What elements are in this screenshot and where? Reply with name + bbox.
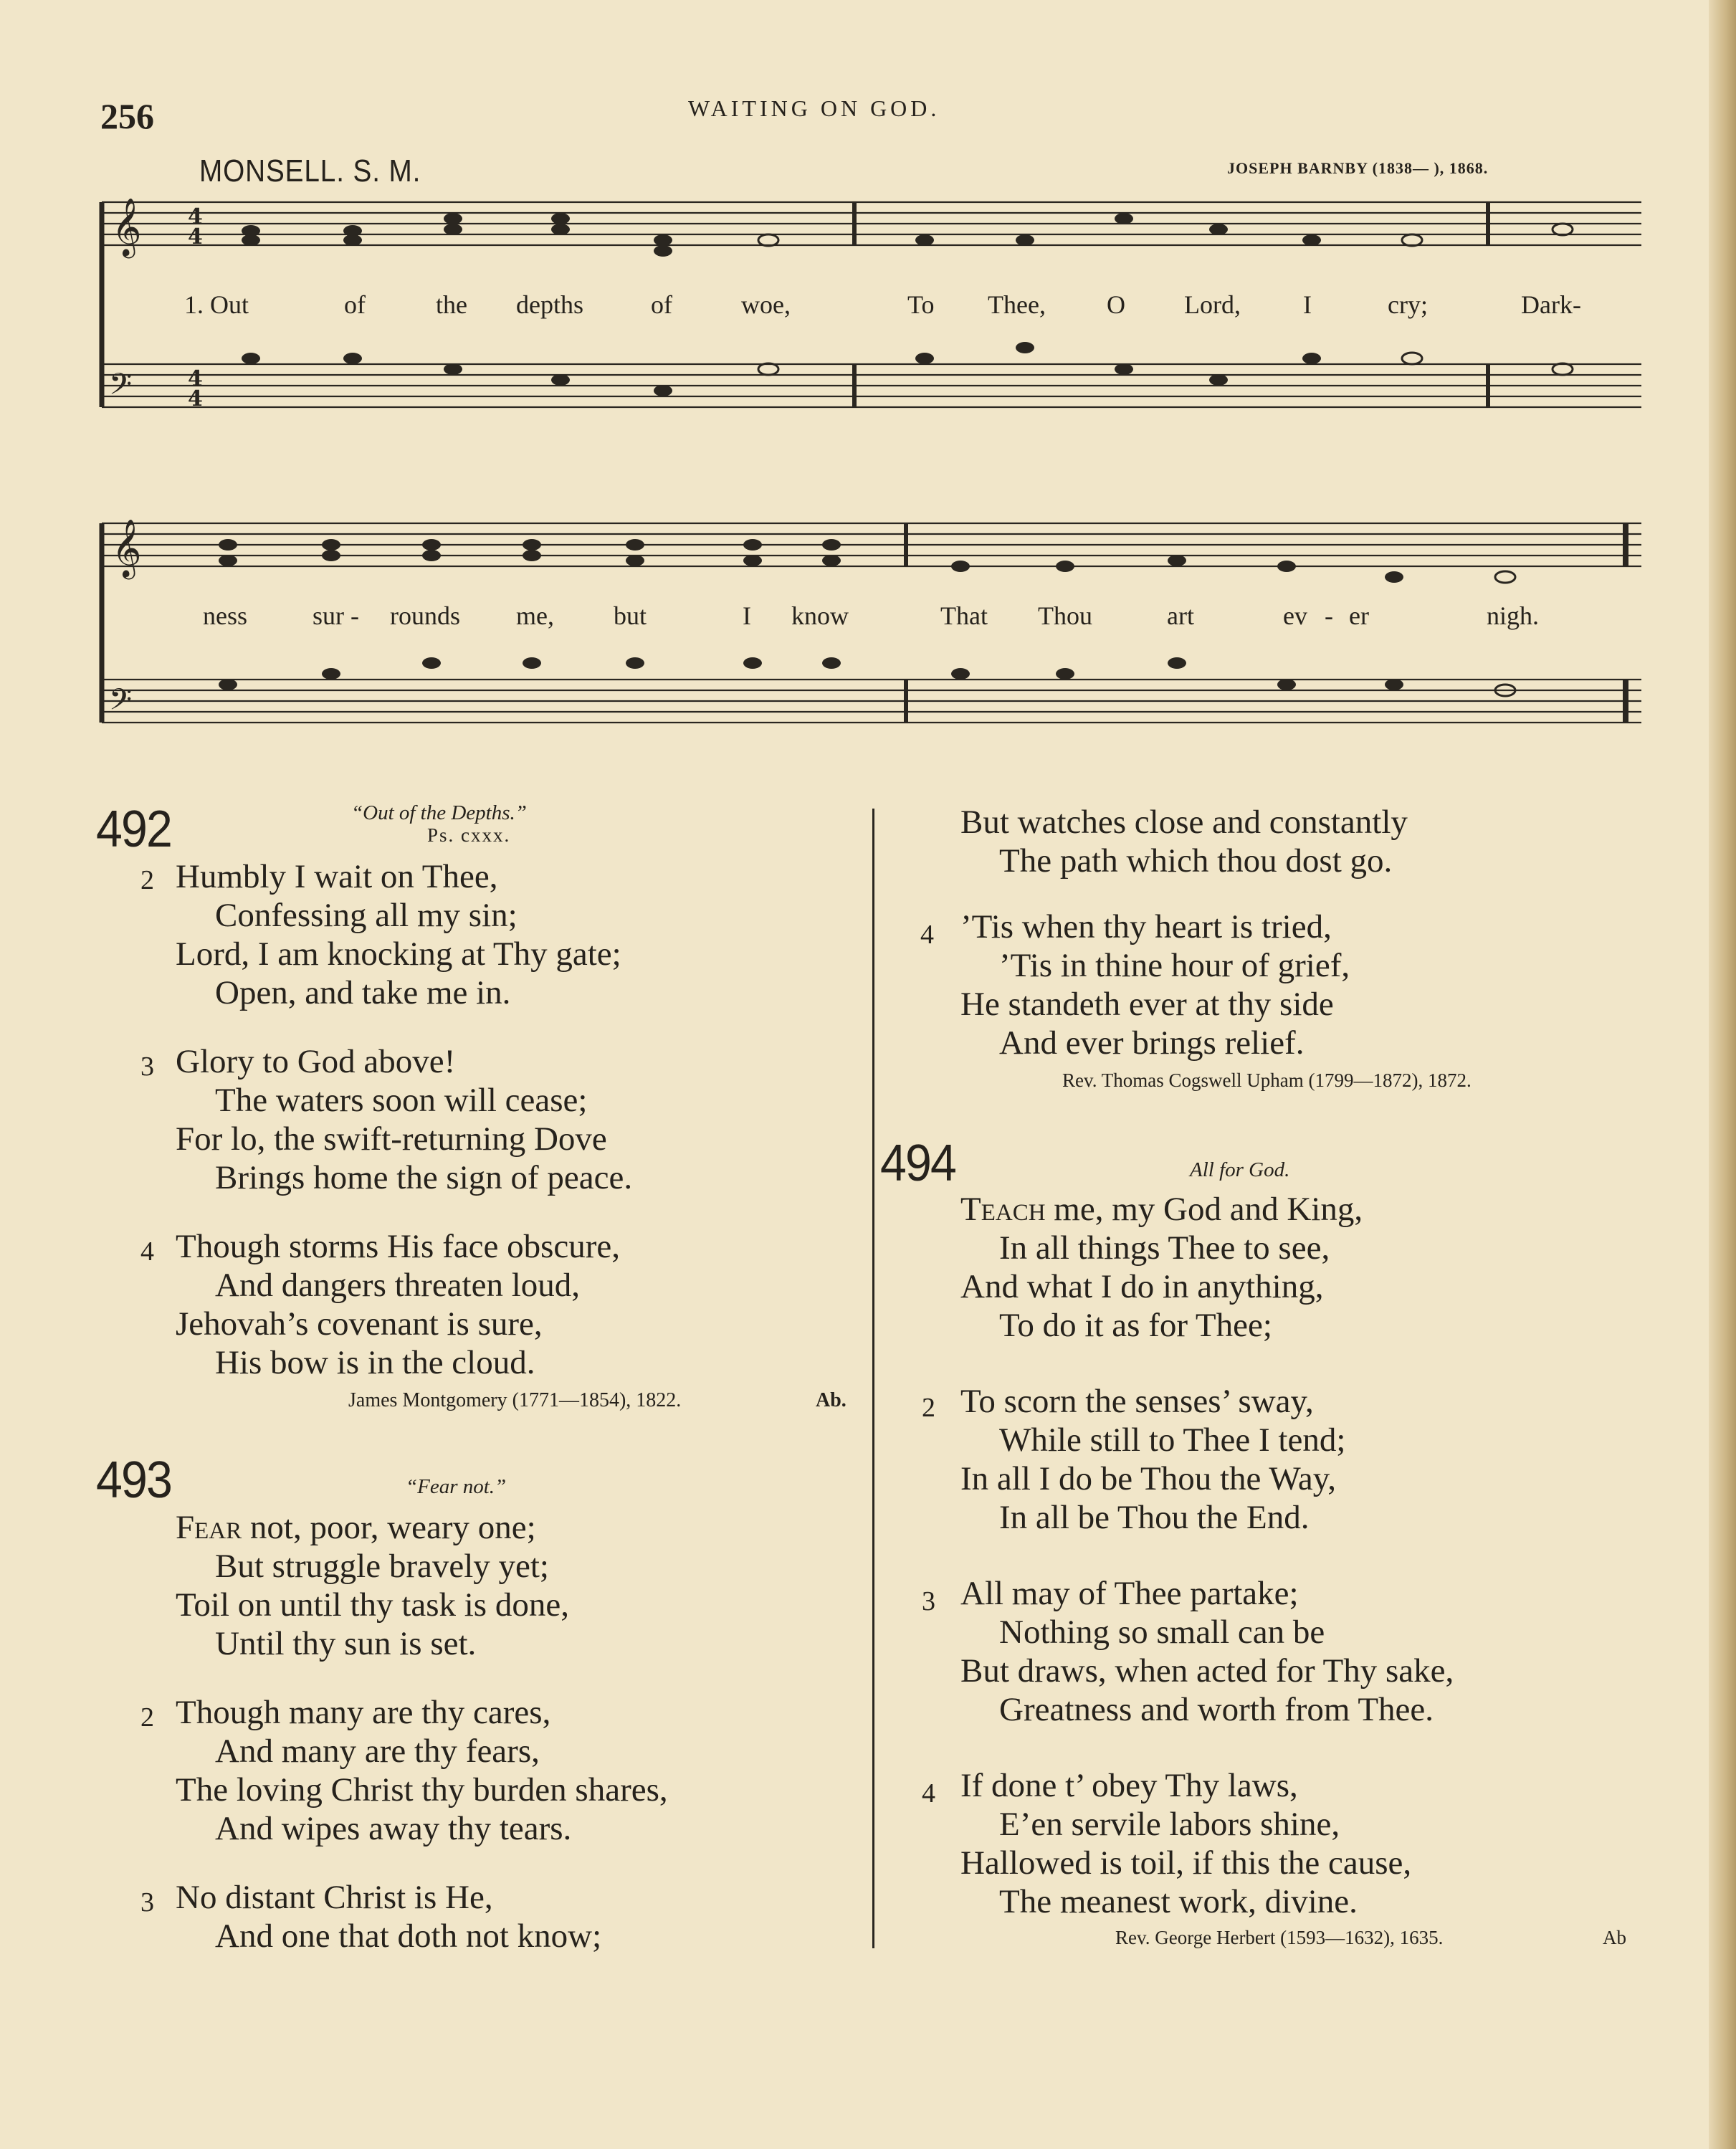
- lyric-word: art: [1167, 601, 1194, 630]
- verse-line: If done t’ obey Thy laws,: [960, 1767, 1298, 1804]
- verse-number: 4: [922, 1778, 935, 1809]
- lyric-word: ev: [1283, 601, 1307, 630]
- hymn-author: James Montgomery (1771—1854), 1822.: [348, 1389, 682, 1411]
- verse-line: ’Tis in thine hour of grief,: [999, 947, 1350, 984]
- verse-line-first: [960, 1193, 1363, 1226]
- hymn-author: Rev. Thomas Cogswell Upham (1799—1872), 1872.: [1062, 1069, 1472, 1091]
- verse-line: Lord, I am knocking at Thy gate;: [176, 935, 621, 973]
- lyric-word: but: [614, 601, 647, 630]
- lyric-word: Thou: [1038, 601, 1092, 630]
- hymn-number-494: 494: [880, 1135, 956, 1192]
- verse-line: But struggle bravely yet;: [215, 1548, 549, 1585]
- lyric-word: the: [436, 290, 467, 319]
- lyric-word: of: [344, 290, 366, 319]
- verse-line: In all be Thou the End.: [999, 1499, 1310, 1536]
- verse-number: 2: [922, 1393, 935, 1423]
- hymn-scripture-ref: Ps. cxxx.: [427, 824, 511, 846]
- verse-line: In all things Thee to see,: [999, 1229, 1330, 1267]
- hymn-author-mark: Ab.: [816, 1389, 846, 1411]
- verse-line: Jehovah’s covenant is sure,: [176, 1305, 543, 1343]
- verse-line: For lo, the swift-returning Dove: [176, 1120, 607, 1158]
- lyric-word: That: [940, 601, 988, 630]
- verse-line: not, poor, weary one;: [242, 1509, 536, 1546]
- verse-line: To scorn the senses’ sway,: [960, 1383, 1314, 1420]
- hymn-author: Rev. George Herbert (1593—1632), 1635.: [1115, 1927, 1444, 1948]
- verse-line: Humbly I wait on Thee,: [176, 858, 498, 895]
- treble-clef-2: 𝄞: [112, 518, 142, 577]
- lyric-word: O: [1107, 290, 1125, 319]
- verse-line: While still to Thee I tend;: [999, 1421, 1346, 1459]
- lyric-word: me,: [516, 601, 554, 630]
- svg-text:4: 4: [188, 366, 203, 391]
- lyric-word: er: [1349, 601, 1369, 630]
- treble-clef: 𝄞: [112, 197, 142, 256]
- lyric-word: cry;: [1388, 290, 1428, 319]
- verse-line: Nothing so small can be: [999, 1614, 1325, 1651]
- column-divider: [872, 809, 874, 1948]
- verse-line: And ever brings relief.: [999, 1024, 1305, 1062]
- verse-number: 2: [140, 1702, 154, 1733]
- running-head: WAITING ON GOD.: [688, 95, 940, 121]
- hymn-author-mark: Ab: [1603, 1927, 1626, 1948]
- hymn-number-493: 493: [96, 1452, 172, 1509]
- verse-line: But draws, when acted for Thy sake,: [960, 1652, 1454, 1690]
- bass-clef-2: 𝄢: [109, 682, 133, 724]
- verse-line: The meanest work, divine.: [999, 1883, 1358, 1920]
- lyric-word: Thee,: [988, 290, 1046, 319]
- verse-line: To do it as for Thee;: [999, 1307, 1272, 1344]
- verse-line: No distant Christ is He,: [176, 1879, 493, 1916]
- lyric-word: To: [907, 290, 935, 319]
- verse-number: 3: [140, 1887, 154, 1917]
- lyric-word: depths: [516, 290, 583, 319]
- verse-line: And one that doth not know;: [215, 1917, 602, 1955]
- lyric-word: -: [1325, 601, 1333, 630]
- verse-line: His bow is in the cloud.: [215, 1344, 535, 1381]
- verse-line: ’Tis when thy heart is tried,: [960, 908, 1332, 945]
- verse-line: Open, and take me in.: [215, 974, 511, 1011]
- verse-line: Until thy sun is set.: [215, 1625, 477, 1662]
- lyric-word: I: [1303, 290, 1312, 319]
- verse-line: Confessing all my sin;: [215, 897, 518, 934]
- lyric-word: 1. Out: [184, 290, 249, 319]
- lyric-word: ness: [203, 601, 247, 630]
- verse-line: And wipes away thy tears.: [215, 1810, 572, 1847]
- hymn-title: All for God.: [1190, 1158, 1290, 1181]
- lyric-word: I: [743, 601, 751, 630]
- verse-line: Greatness and worth from Thee.: [999, 1691, 1434, 1728]
- hymn-title: “Out of the Depths.”: [351, 801, 527, 824]
- lyric-word: Lord,: [1184, 290, 1241, 319]
- verse-number: 3: [922, 1586, 935, 1616]
- lyric-word: know: [791, 601, 849, 630]
- verse-line: Though storms His face obscure,: [176, 1228, 620, 1265]
- composer-credit: JOSEPH BARNBY (1838— ), 1868.: [1227, 159, 1489, 177]
- verse-number: 4: [920, 920, 934, 950]
- clefs: [109, 197, 203, 724]
- svg-text:4: 4: [188, 224, 203, 249]
- verse-number: 3: [140, 1052, 154, 1082]
- verse-line: Brings home the sign of peace.: [215, 1159, 633, 1196]
- verse-line: In all I do be Thou the Way,: [960, 1460, 1336, 1497]
- verse-line: Though many are thy cares,: [176, 1694, 551, 1731]
- verse-line-first: [176, 1511, 536, 1545]
- verse-first-word: Teach: [960, 1191, 1046, 1228]
- verse-line: All may of Thee partake;: [960, 1575, 1299, 1612]
- verse-line: But watches close and constantly: [960, 804, 1408, 841]
- svg-text:4: 4: [188, 386, 203, 411]
- verse-line: And dangers threaten loud,: [215, 1267, 581, 1304]
- verse-line: Toil on until thy task is done,: [176, 1586, 569, 1624]
- verse-line: The waters soon will cease;: [215, 1082, 588, 1119]
- time-signature: 4: [188, 204, 203, 229]
- bass-clef: 𝄢: [109, 367, 133, 409]
- verse-line: me, my God and King,: [1045, 1191, 1363, 1228]
- hymn-number-492: 492: [96, 801, 172, 858]
- lyric-word: Dark-: [1521, 290, 1581, 319]
- verse-number: 4: [140, 1236, 154, 1267]
- tune-name: MONSELL. S. M.: [199, 153, 421, 189]
- lyric-word: nigh.: [1487, 601, 1540, 630]
- verse-line: Hallowed is toil, if this the cause,: [960, 1844, 1412, 1882]
- verse-number: 2: [140, 865, 154, 895]
- page-number: 256: [100, 96, 154, 136]
- music-score: [0, 0, 1736, 788]
- lyric-word: sur -: [313, 601, 359, 630]
- verse-line: The loving Christ thy burden shares,: [176, 1771, 668, 1809]
- verse-line: E’en servile labors shine,: [999, 1806, 1340, 1843]
- verse-line: And what I do in anything,: [960, 1268, 1324, 1305]
- verse-line: The path which thou dost go.: [999, 842, 1393, 880]
- verse-line: And many are thy fears,: [215, 1733, 540, 1770]
- lyric-word: rounds: [390, 601, 460, 630]
- verse-line: He standeth ever at thy side: [960, 986, 1334, 1023]
- hymn-title: “Fear not.”: [406, 1475, 507, 1498]
- verse-line: Glory to God above!: [176, 1043, 456, 1080]
- lyric-word: of: [651, 290, 672, 319]
- verse-first-word: Fear: [176, 1509, 242, 1546]
- lyric-word: woe,: [741, 290, 791, 319]
